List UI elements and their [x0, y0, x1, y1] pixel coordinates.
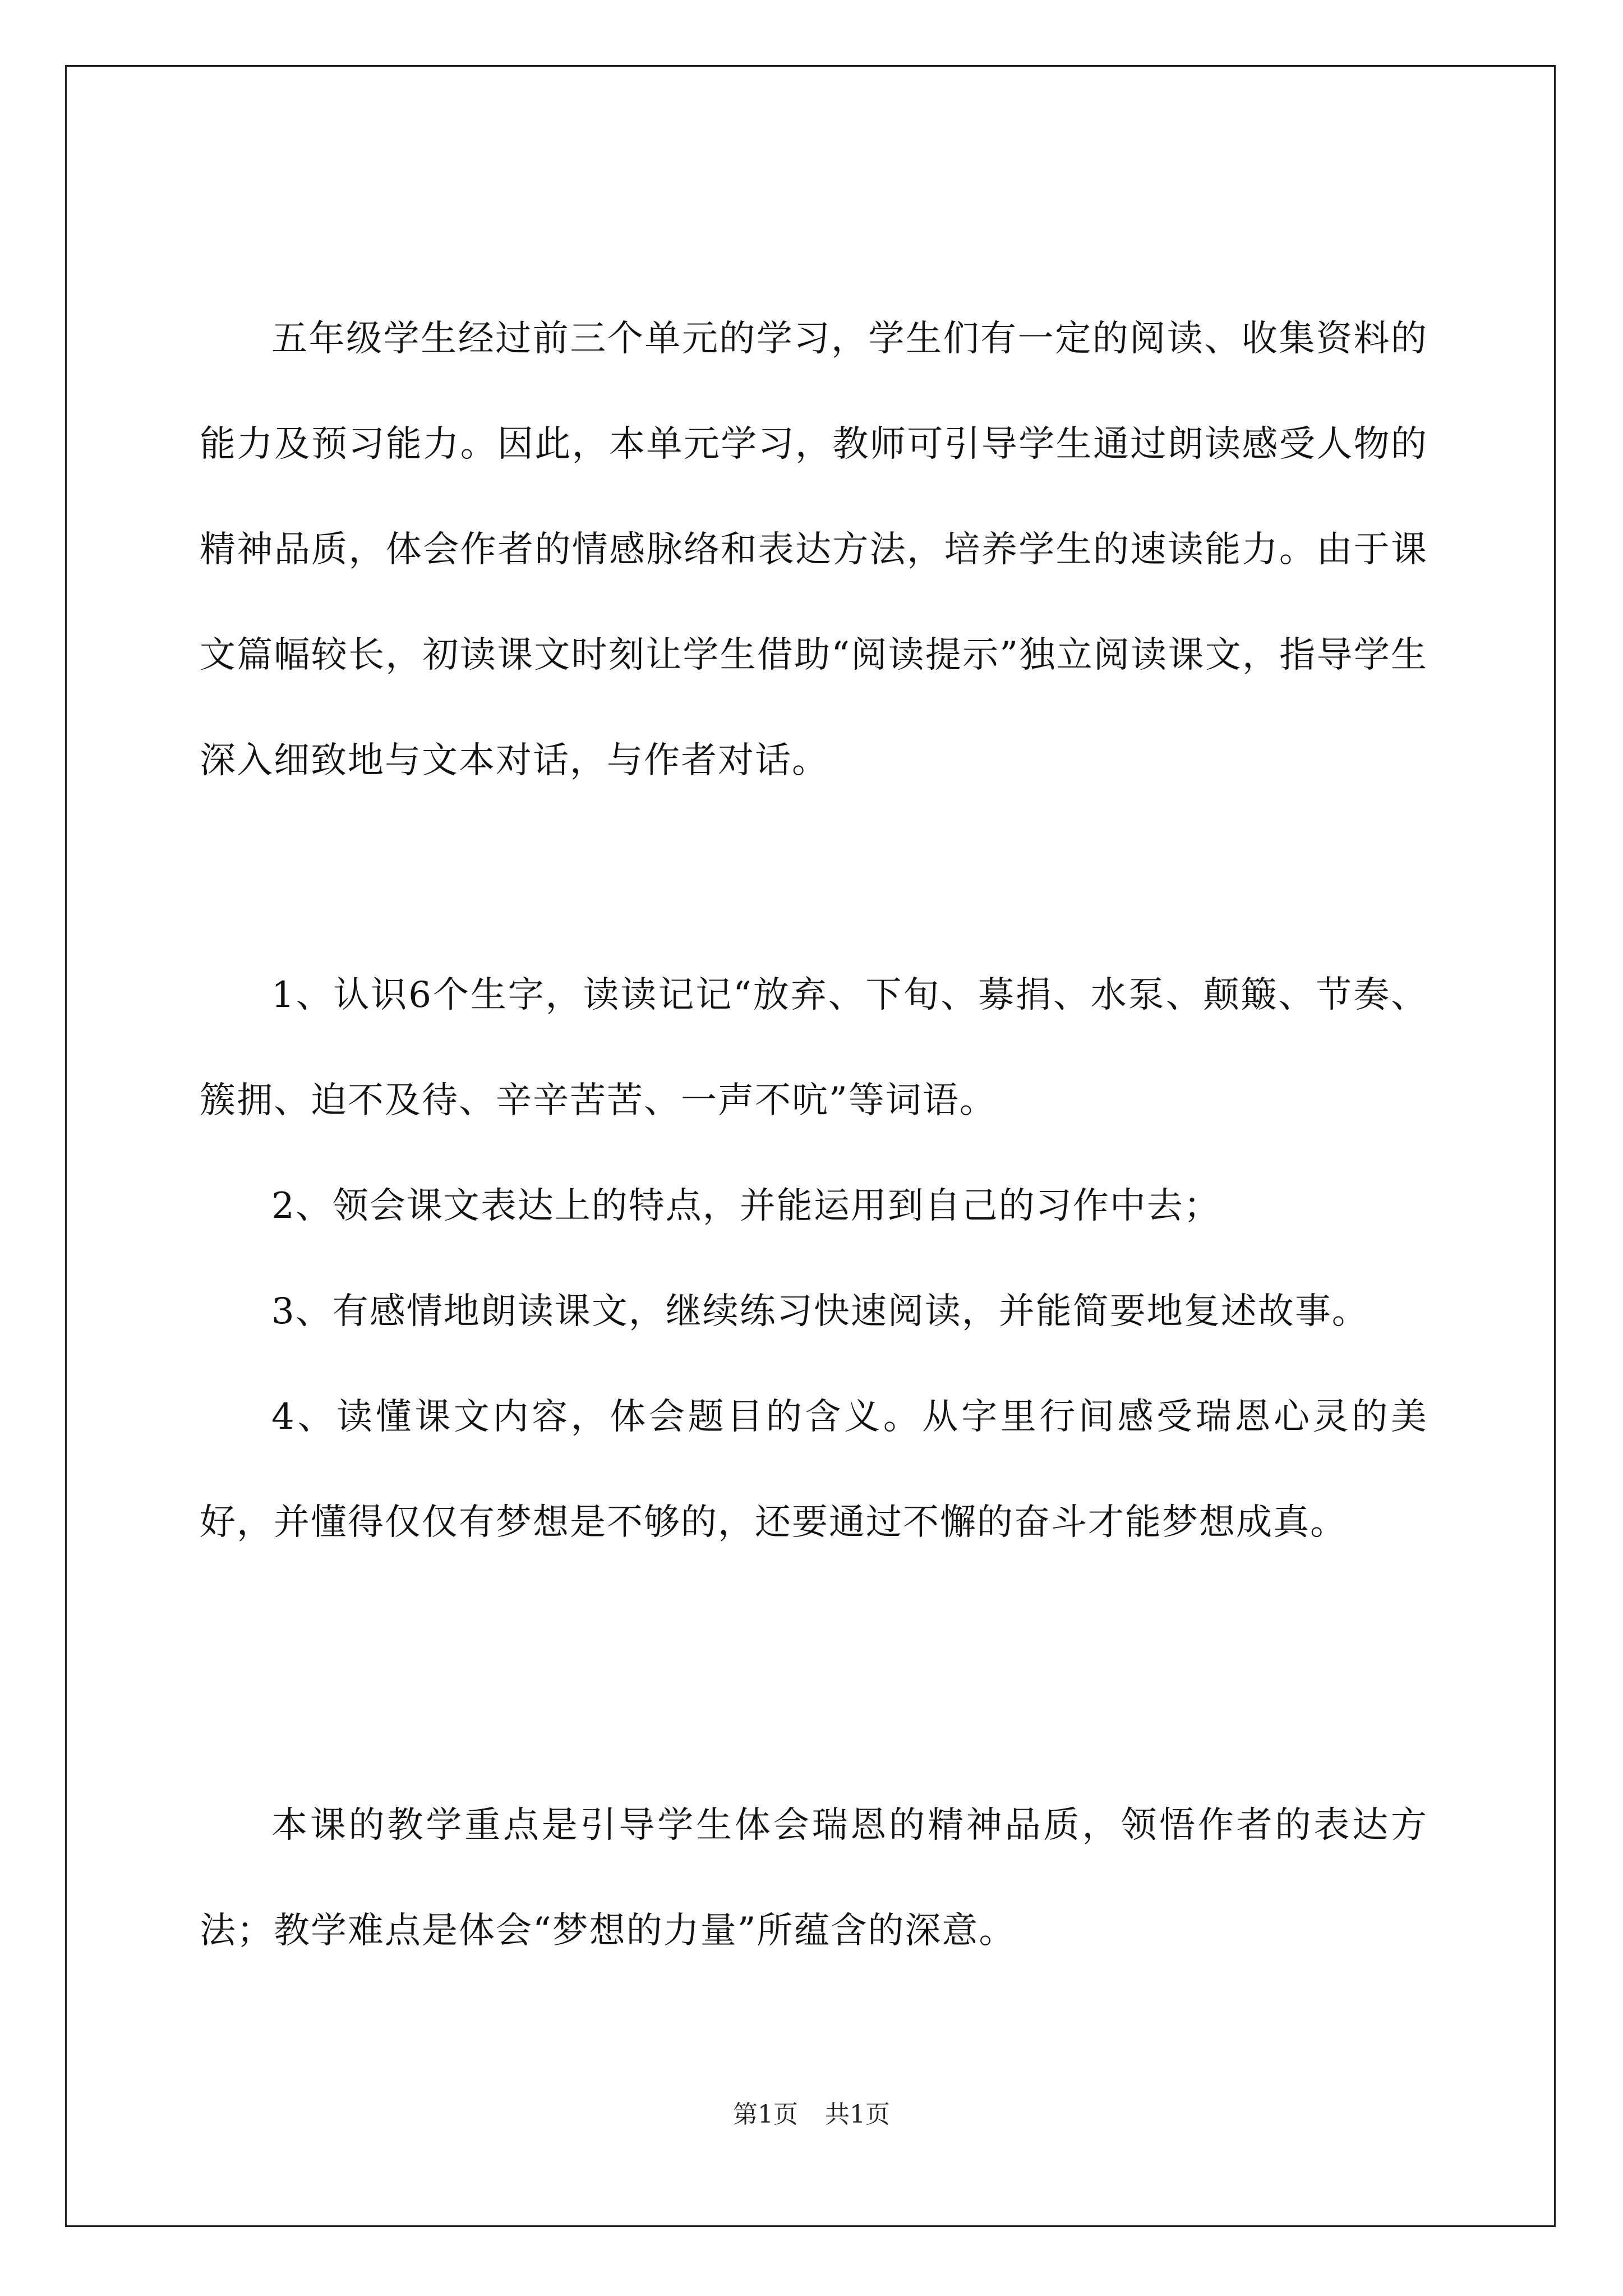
section-teaching-objectives — [200, 942, 1428, 1575]
section-student-analysis — [200, 286, 1428, 813]
section-key-points — [200, 1773, 1428, 1984]
page-number: 第1页 — [733, 2100, 798, 2129]
objective-item-1: 1、认识6个生字，读读记记“放弃、下旬、募捐、水泵、颠簸、节奏、簇拥、迫不及待、辛辛苦苦、一声不吭”等词语。 — [200, 974, 1428, 1121]
objective-item-3: 3、有感情地朗读课文，继续练习快速阅读，并能简要地复述故事。 — [271, 1291, 1369, 1332]
objective-item-2: 2、领会课文表达上的特点，并能运用到自己的习作中去； — [271, 1185, 1221, 1227]
objective-item-4: 4、读懂课文内容，体会题目的含义。从字里行间感受瑞恩心灵的美好，并懂得仅仅有梦想是不够的，还要通过不懈的奋斗才能梦想成真。 — [200, 1396, 1428, 1543]
paragraph: 五年级学生经过前三个单元的学习，学生们有一定的阅读、收集资料的能力及预习能力。因此，本单元学习，教师可引导学生通过朗读感受人物的精神品质，体会作者的情感脉络和表达方法，培养学生的速读能力。由于课文篇幅较长，初读课文时刻让学生借助“阅读提示”独立阅读课文，指导学生深入细致地与文本对话，与作者对话。 — [200, 318, 1428, 781]
paragraph: 本课的教学重点是引导学生体会瑞恩的精神品质，领悟作者的表达方法；教学难点是体会“梦想的力量”所蕴含的深意。 — [200, 1805, 1428, 1952]
page-footer — [0, 2098, 1623, 2132]
page-total: 共1页 — [825, 2100, 890, 2129]
